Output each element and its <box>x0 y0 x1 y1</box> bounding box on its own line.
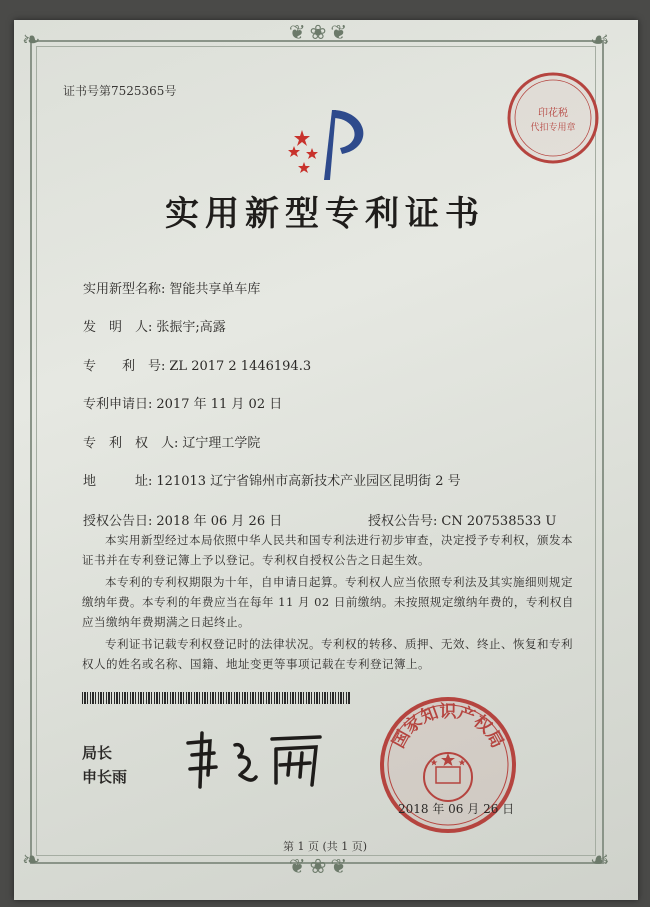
small-seal-line1: 印花税 <box>538 108 568 119</box>
field-patentee-value: 辽宁理工学院 <box>182 436 261 451</box>
corner-ornament-br: ☙ <box>590 848 610 873</box>
field-filing-date <box>83 393 282 412</box>
field-grant-no-value: CN 207538533 U <box>441 514 557 529</box>
field-patent-no-value: ZL 2017 2 1446194.3 <box>169 359 312 374</box>
field-address <box>83 470 461 489</box>
body-paragraph-2: 本专利的专利权期限为十年，自申请日起算。专利权人应当依照专利法及其实施细则规定缴纳年费。本专利的年费应当在每年 11 月 02 日前缴纳。未按照规定缴纳年费的，专利权自应当缴纳年费期满之日起终止。 <box>82 575 574 629</box>
top-ornament: ❦❀❦ <box>288 20 352 44</box>
field-grant-date-value: 2018 年 06 月 26 日 <box>156 514 283 529</box>
stamp-duty-seal-icon <box>505 70 601 166</box>
director-name: 申长雨 <box>82 768 128 786</box>
issue-date: 2018 年 06 月 26 日 <box>398 802 515 816</box>
field-patent-no-label: 专 利 号: <box>83 359 166 374</box>
corner-ornament-tl: ❧ <box>22 28 41 53</box>
field-grant-no-label: 授权公告号: <box>368 514 438 529</box>
bottom-ornament: ❦❀❦ <box>288 854 352 878</box>
field-inventor <box>83 316 226 335</box>
body-paragraph-1: 本实用新型经过本局依照中华人民共和国专利法进行初步审查，决定授予专利权，颁发本证书并在专利登记簿上予以登记。专利权自授权公告之日起生效。 <box>82 533 573 567</box>
field-filing-date-label: 专利申请日: <box>83 397 153 412</box>
field-filing-date-value: 2017 年 11 月 02 日 <box>156 397 283 412</box>
certificate-number: 证书号第7525365号 <box>63 84 177 98</box>
field-inventor-label: 发 明 人: <box>83 320 153 335</box>
barcode <box>82 692 350 704</box>
field-address-value: 121013 辽宁省锦州市高新技术产业园区昆明街 2 号 <box>156 474 461 489</box>
field-patentee-label: 专 利 权 人: <box>83 436 179 451</box>
field-name <box>83 278 260 297</box>
field-address-label: 地 址: <box>83 474 153 489</box>
body-paragraph-3: 专利证书记载专利权登记时的法律状况。专利权的转移、质押、无效、终止、恢复和专利权人的姓名或名称、国籍、地址变更等事项记载在专利登记簿上。 <box>82 637 573 671</box>
field-name-value: 智能共享单车库 <box>169 282 261 297</box>
field-patentee <box>83 432 260 451</box>
small-seal-line2: 代扣专用章 <box>530 123 576 133</box>
patent-office-logo-icon <box>284 100 384 190</box>
director-signature-icon <box>180 725 330 795</box>
field-grant-no <box>368 510 556 529</box>
page-number: 第 1 页 (共 1 页) <box>282 840 368 853</box>
field-grant-date <box>83 510 282 529</box>
field-inventor-value: 张振宇;高露 <box>156 320 226 335</box>
certificate-title: 实用新型专利证书 <box>165 194 485 234</box>
corner-ornament-bl: ❧ <box>22 848 41 873</box>
certificate-body <box>82 530 578 676</box>
field-name-label: 实用新型名称: <box>83 282 166 297</box>
seal-text: 国家知识产权局 <box>388 702 508 752</box>
director-title: 局长 <box>82 744 113 762</box>
corner-ornament-tr: ☙ <box>590 28 610 53</box>
field-grant-date-label: 授权公告日: <box>83 514 153 529</box>
field-patent-no <box>83 355 311 374</box>
